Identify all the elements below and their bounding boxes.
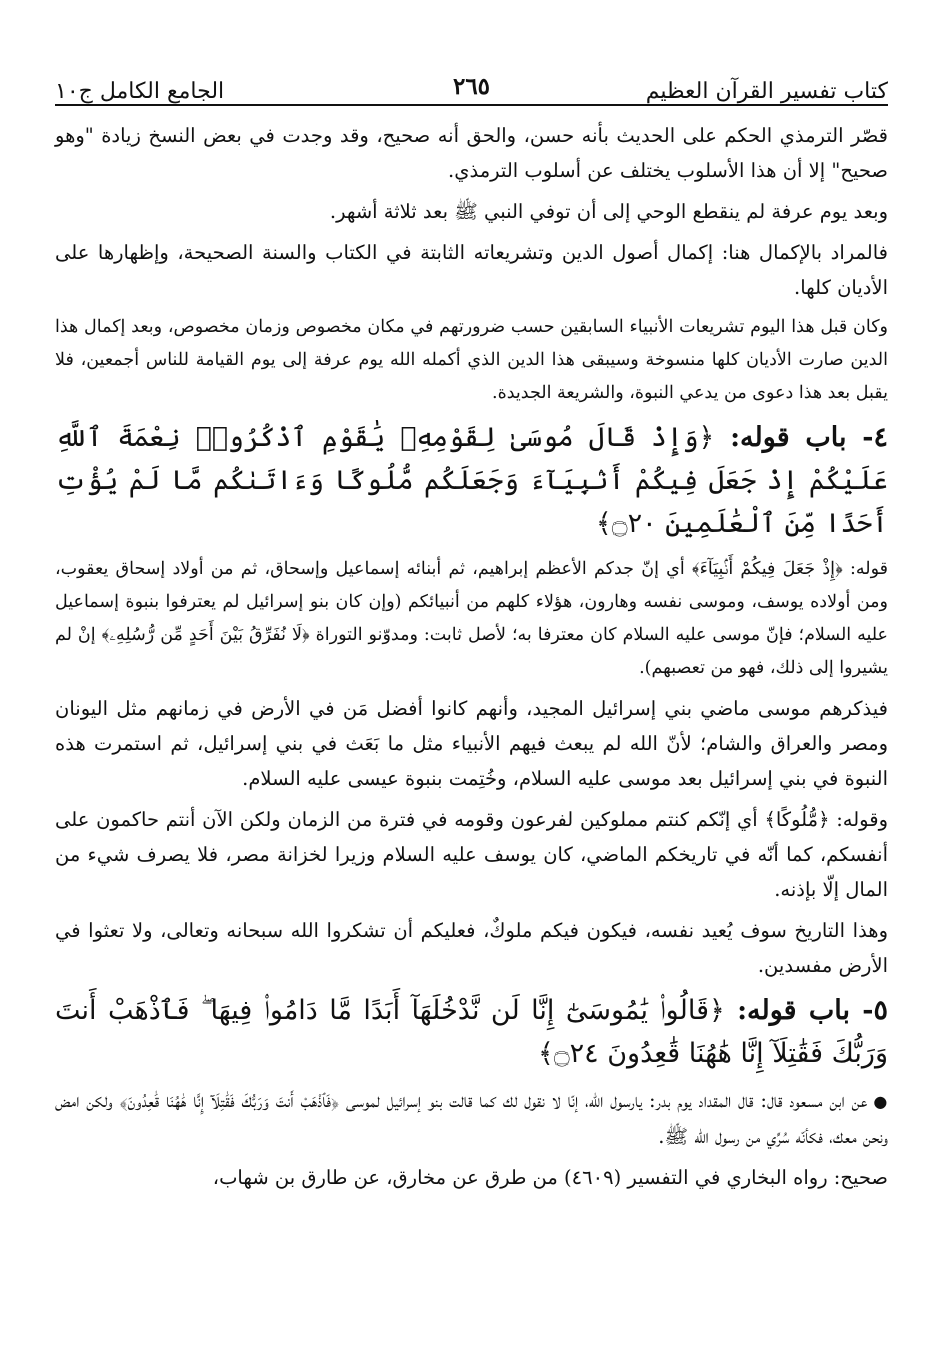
- paragraph: فيذكرهم موسى ماضي بني إسرائيل المجيد، وأنهم كانوا أفضل مَن في الأرض في زمانهم مثل اليونان ومصر والعراق والشام؛ لأنّ الله لم يبعث فيهم الأنبياء مثل ما بَعَث في بني إسرائيل، ثم استمرت هذه النبوة في بني إسرائيل بعد موسى عليه السلام، وخُتِمت بنبوة عيسى عليه السلام.: [55, 697, 888, 790]
- header-divider: [55, 104, 888, 106]
- page-body: [55, 118, 888, 1201]
- hadith-text: عن ابن مسعود قال: قال المقداد يوم بدر: يارسول اللّه، إنّا لا نقول لك كما قالت بنو إسرائيل لموسى ﴿فَٱذْهَبْ أَنتَ وَرَبُّكَ فَقَٰتِلَآ إِنَّا هَٰهُنَا قَٰعِدُونَ﴾ ولكن امض ونحن معك، فكأنّه سُرِّي من رسول الله ﷺ.: [55, 1089, 888, 1148]
- page-header: [55, 58, 888, 104]
- volume-title: الجامع الكامل ج١٠: [55, 79, 225, 104]
- section-title: ٥- باب قوله:: [737, 995, 888, 1026]
- paragraph: وهذا التاريخ سوف يُعيد نفسه، فيكون فيكم ملوكٌ، فعليكم أن تشكروا الله سبحانه وتعالى، ولا تعثوا في الأرض مفسدين.: [55, 919, 888, 977]
- bullet-icon: ●: [873, 1092, 888, 1111]
- section-heading: [55, 989, 888, 1075]
- paragraph: قوله: ﴿إِذْ جَعَلَ فِيكُمْ أَنۢبِيَآءَ﴾ أي إنّ جدكم الأعظم إبراهيم، ثم أبنائه إسماعيل وإسحاق، ثم من أولاد إسحاق يعقوب، ومن أولاده يوسف، وموسى نفسه وهارون، هؤلاء كلهم من أنبيائكم (وإن كان بنو إسرائيل لم يعترفوا بنبوة إسماعيل عليه السلام؛ فإنّ موسى عليه السلام كان معترفا به؛ لأصل ثابت: ومدوّنو التوراة ﴿لَا نُفَرِّقُ بَيْنَ أَحَدٍ مِّن رُّسُلِهِۦ﴾ إنْ لم يشيروا إلى ذلك، فهو من تعصبهم).: [55, 559, 888, 678]
- grading-paragraph: صحيح: رواه البخاري في التفسير (٤٦٠٩) من طرق عن مخارق، عن طارق بن شهاب،: [212, 1166, 888, 1189]
- quran-verse: ﴿قَالُوا۟ يَٰمُوسَىٰٓ إِنَّا لَن نَّدْخُلَهَآ أَبَدًا مَّا دَامُوا۟ فِيهَا ۖ فَٱذْهَبْ أَنتَ وَرَبُّكَ فَقَٰتِلَآ إِنَّا هَٰهُنَا قَٰعِدُونَ ۝٢٤﴾: [55, 995, 888, 1069]
- paragraph: فالمراد بالإكمال هنا: إكمال أصول الدين وتشريعاته الثابتة في الكتاب والسنة الصحيحة، وإظهارها على الأديان كلها.: [55, 241, 888, 299]
- section-title: ٤- باب قوله:: [730, 422, 888, 453]
- hadith-paragraph: [55, 1083, 888, 1154]
- paragraph: وقوله: ﴿مُّلُوكًا﴾ أي إنّكم كنتم مملوكين لفرعون وقومه في فترة من الزمان ولكن الآن أنتم حاكمون على أنفسكم، كما أنّه في تاريخكم الماضي، كان يوسف عليه السلام وزيرا لخزانة مصر، فلا يصرف شيء من المال إلّا بإذنه.: [55, 808, 888, 901]
- section-heading: [55, 416, 888, 545]
- book-title: كتاب تفسير القرآن العظيم: [645, 79, 888, 104]
- paragraph: وبعد يوم عرفة لم ينقطع الوحي إلى أن توفي النبي ﷺ بعد ثلاثة أشهر.: [329, 200, 888, 223]
- paragraph: قصّر الترمذي الحكم على الحديث بأنه حسن، والحق أنه صحيح، وقد وجدت في بعض النسخ زيادة "وهو صحيح" إلا أن هذا الأسلوب يختلف عن أسلوب الترمذي.: [55, 124, 888, 182]
- page-number: ٢٦٥: [452, 73, 491, 100]
- quran-verse: ﴿وَإِذْ قَالَ مُوسَىٰ لِقَوْمِهِۦ يَٰقَوْمِ ٱذْكُرُوا۟ نِعْمَةَ ٱللَّهِ عَلَيْكُمْ إِذْ جَعَلَ فِيكُمْ أَنۢبِيَآءَ وَجَعَلَكُم مُّلُوكًا وَءَاتَىٰكُم مَّا لَمْ يُؤْتِ أَحَدًا مِّنَ ٱلْعَٰلَمِينَ ۝٢٠﴾: [55, 422, 888, 539]
- paragraph: وكان قبل هذا اليوم تشريعات الأنبياء السابقين حسب ضرورتهم في مكان مخصوص وزمان مخصوص، وبعد إكمال هذا الدين صارت الأديان كلها منسوخة وسيبقى هذا الدين الذي أكمله الله يوم عرفة إلى يوم القيامة للناس أجمعين، فلا يقبل بعد هذا دعوى من يدعي النبوة، والشريعة الجديدة.: [55, 317, 888, 403]
